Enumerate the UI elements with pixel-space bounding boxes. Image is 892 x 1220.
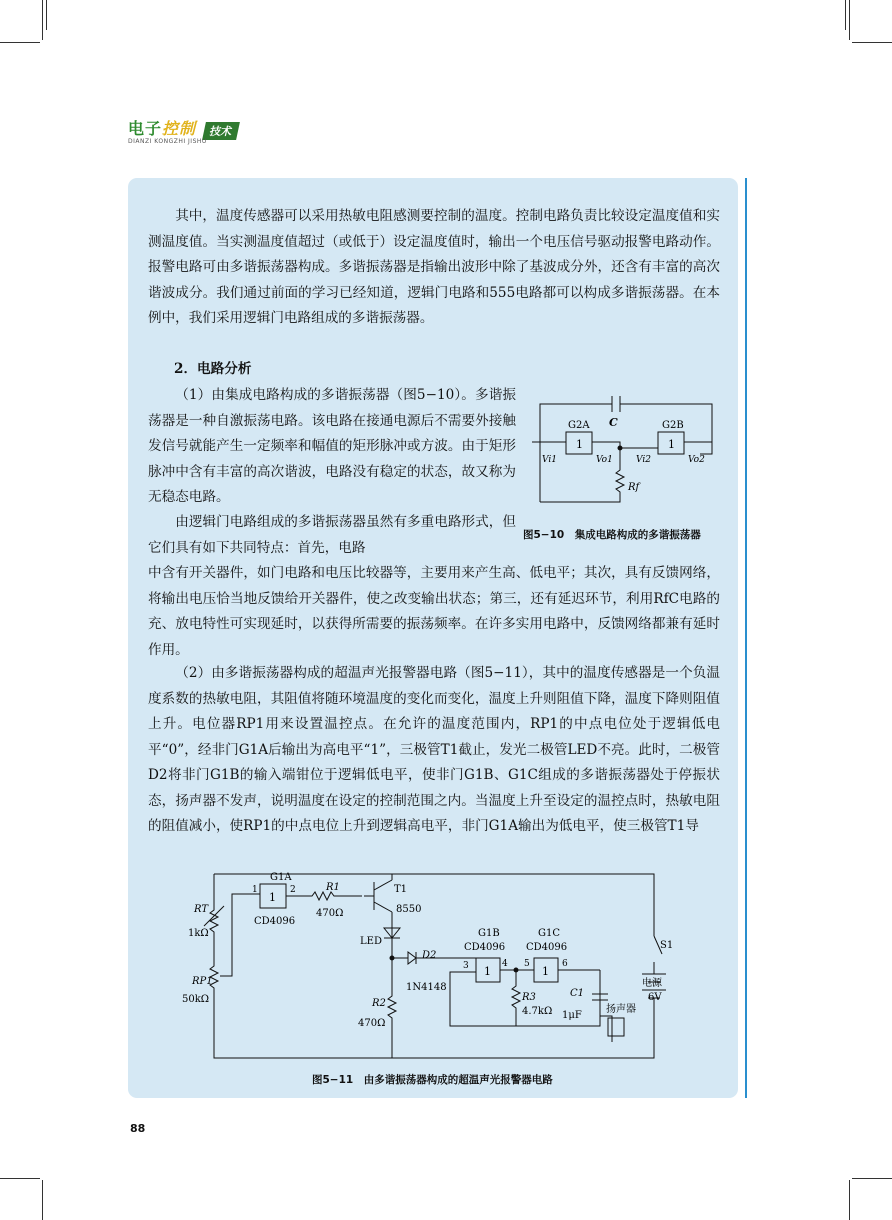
label-r3: R3	[522, 992, 536, 1003]
section-heading: 2．电路分析	[174, 361, 252, 377]
label-c1-value: 1μF	[562, 1010, 582, 1021]
header-brand	[128, 116, 258, 156]
label-speaker: 扬声器	[606, 1004, 636, 1015]
label-g1c: G1C	[538, 928, 561, 939]
brand-main-2: 控制	[162, 119, 197, 138]
label-cd4096-b: CD4096	[464, 942, 506, 953]
label-rt-value: 1kΩ	[188, 928, 209, 939]
label-g2b: G2B	[662, 420, 684, 431]
label-rt: RT	[194, 904, 209, 915]
gate-g1a: 1	[269, 891, 276, 904]
label-power: 电源	[642, 978, 662, 989]
crop-mark	[849, 1180, 850, 1220]
gate-1b-label: 1	[668, 438, 675, 451]
figure-5-10-caption: 图5−10 集成电路构成的多谐振荡器	[523, 529, 701, 541]
paragraph-intro: 其中，温度传感器可以采用热敏电阻感测要控制的温度。控制电路负责比较设定温度值和实测温度值。当实测温度值超过（或低于）设定温度值时，输出一个电压信号驱动报警电路动作。报警电路可由多谐振荡器构成。多谐振荡器是指输出波形中除了基波成分外，还含有丰富的高次谐波成分。我们通过前面的学习已经知道，逻辑门电路和555电路都可以构成多谐振荡器。在本例中，我们采用逻辑门电路组成的多谐振荡器。	[148, 208, 720, 326]
label-t1: T1	[394, 884, 408, 895]
label-c1: C1	[570, 988, 585, 999]
brand-subtitle: DIANZI KONGZHI JISHU	[128, 138, 207, 145]
label-g2a: G2A	[568, 420, 590, 431]
figure-5-11-circuit	[180, 866, 680, 1066]
pin-2: 2	[290, 885, 296, 895]
figure-5-10-circuit	[520, 382, 720, 517]
label-r1: R1	[326, 882, 340, 893]
gate-g1c: 1	[542, 965, 549, 978]
brand-main-1: 电子	[128, 119, 163, 138]
paragraph-features-a: 由逻辑门电路组成的多谐振荡器虽然有多重电路形式，但它们具有如下共同特点：首先，电路	[148, 514, 516, 556]
label-cd4096-c: CD4096	[526, 942, 568, 953]
brand-tag: 技术	[202, 122, 240, 140]
crop-mark	[46, 0, 47, 30]
crop-mark	[852, 42, 892, 43]
label-r3-value: 4.7kΩ	[522, 1006, 553, 1017]
crop-mark	[849, 0, 850, 40]
pin-3: 3	[463, 961, 469, 971]
page-number: 88	[130, 1122, 146, 1135]
paragraph-features-b: 中含有开关器件，如门电路和电压比较器等，主要用来产生高、低电平；其次，具有反馈网络，将输出电压恰当地反馈给开关器件，使之改变输出状态；第三，还有延迟环节，利用RfC电路的充、放电特性可实现延时，以获得所需要的振荡频率。在许多实用电路中，反馈网络都兼有延时作用。	[148, 565, 720, 658]
label-power-voltage: 6V	[648, 992, 662, 1003]
paragraph-multivibrator: （1）由集成电路构成的多谐振荡器（图5−10）。多谐振荡器是一种自激振荡电路。该电路在接通电源后不需要外接触发信号就能产生一定频率和幅值的矩形脉冲或方波。由于矩形脉冲中含有丰富的高次谐波，电路没有稳定的状态，故又称为无稳态电路。	[148, 387, 516, 505]
label-s1: S1	[660, 940, 674, 951]
label-r1-value: 470Ω	[316, 908, 344, 919]
gate-g1b: 1	[484, 965, 491, 978]
label-g1b: G1B	[478, 928, 500, 939]
label-cd4096-a: CD4096	[254, 916, 296, 927]
brand-title	[128, 116, 196, 139]
pin-6: 6	[562, 959, 568, 969]
margin-rule	[745, 178, 747, 1098]
figure-5-11-caption: 图5−11 由多谐振荡器构成的超温声光报警器电路	[312, 1074, 553, 1086]
label-t1-model: 8550	[396, 904, 422, 915]
pin-1: 1	[252, 885, 258, 895]
label-r2-value: 470Ω	[358, 1018, 386, 1029]
label-d2: D2	[422, 950, 437, 961]
crop-mark	[42, 1180, 43, 1220]
label-c: C	[609, 416, 618, 429]
label-vo2: Vo2	[688, 455, 705, 465]
label-vi1: Vi1	[542, 455, 557, 465]
label-rp1-value: 50kΩ	[182, 994, 210, 1005]
label-rp1: RP1	[192, 976, 213, 987]
label-rf: Rf	[628, 482, 640, 493]
label-g1a: G1A	[270, 872, 292, 883]
crop-mark	[42, 0, 43, 40]
gate-1a-label: 1	[576, 438, 583, 451]
pin-5: 5	[524, 959, 530, 969]
pin-4: 4	[502, 959, 508, 969]
label-led: LED	[360, 936, 382, 947]
label-r2: R2	[372, 998, 386, 1009]
paragraph-alarm: （2）由多谐振荡器构成的超温声光报警器电路（图5−11），其中的温度传感器是一个负温度系数的热敏电阻，其阻值将随环境温度的变化而变化，温度上升则阻值下降，温度下降则阻值上升。电位器RP1用来设置温控点。在允许的温度范围内，RP1的中点电位处于逻辑低电平“0”，经非门G1A后输出为高电平“1”，三极管T1截止，发光二极管LED不亮。此时，二极管D2将非门G1B的输入端钳位于逻辑低电平，使非门G1B、G1C组成的多谐振荡器处于停振状态，扬声器不发声，说明温度在设定的控制范围之内。当温度上升至设定的温控点时，热敏电阻的阻值减小，使RP1的中点电位上升到逻辑高电平，非门G1A输出为低电平，使三极管T1导	[148, 665, 720, 834]
label-vo1: Vo1	[596, 455, 613, 465]
crop-mark	[845, 0, 846, 30]
crop-mark	[0, 1178, 40, 1179]
crop-mark	[852, 1178, 892, 1179]
label-d2-model: 1N4148	[406, 982, 447, 993]
crop-mark	[0, 42, 40, 43]
label-vi2: Vi2	[636, 455, 651, 465]
